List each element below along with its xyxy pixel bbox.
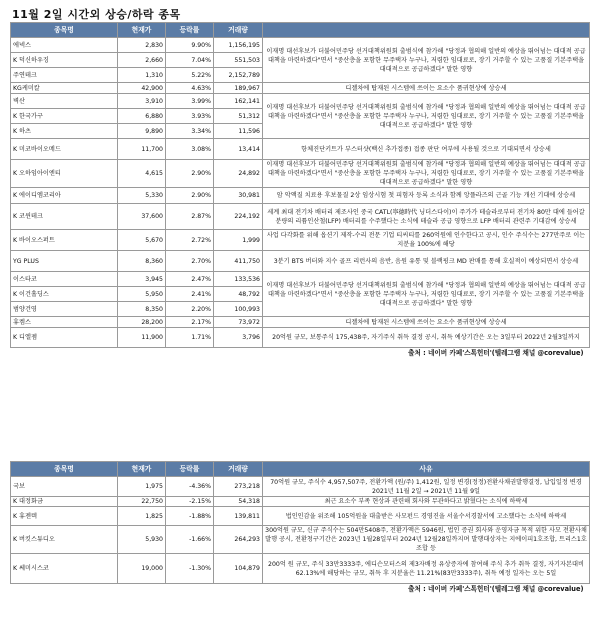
reason-text: 암 악액질 치료용 후보물질 2상 임상시험 첫 피험자 등록 소식과 함께 앙플라즈의 근골 기능 개선 기대에 상승세 bbox=[263, 188, 590, 204]
stock-name: K 에이디엠코리아 bbox=[11, 188, 118, 204]
header-change: 등락률 bbox=[166, 23, 214, 38]
stock-name: 국보 bbox=[11, 477, 118, 497]
reason-text: 디젤차에 탑재된 시스템에 쓰이는 요소수 품귀현상에 상승세 bbox=[263, 317, 590, 328]
table-row bbox=[11, 94, 590, 109]
losers-header-row bbox=[11, 462, 590, 477]
trade-volume: 411,750 bbox=[214, 251, 263, 272]
header-price: 현재가 bbox=[118, 462, 166, 477]
current-price: 11,900 bbox=[118, 328, 166, 348]
current-price: 6,880 bbox=[118, 109, 166, 124]
reason-text: 이재명 대선후보가 더불어민주당 선거대책위원회 출범식에 참가해 "당정과 협의해 일반의 예상을 뛰어넘는 대대적 공급대책을 마련하겠다"면서 "중산층을 포함한 무주택자 누구나, 저렴한 임대료로, 장기 거주할 수 있는 고품질 기본주택을 대대적으로 공급하겠다" 말한 영향 bbox=[263, 38, 590, 83]
change-rate: 2.90% bbox=[166, 188, 214, 204]
stock-name: 벽산 bbox=[11, 94, 118, 109]
table-row bbox=[11, 188, 590, 204]
trade-volume: 273,218 bbox=[214, 477, 263, 497]
header-name: 종목명 bbox=[11, 23, 118, 38]
reason-text: 3분기 BTS 버터와 지수 골프 리런사의 음반, 음원 유통 및 블랙핑크 MD 판매를 통해 호실적이 예상되면서 상승세 bbox=[263, 251, 590, 272]
trade-volume: 139,811 bbox=[214, 507, 263, 526]
trade-volume: 224,192 bbox=[214, 204, 263, 230]
stock-name: K 오하임아이엔티 bbox=[11, 160, 118, 188]
reason-text: 사업 다각화를 위해 옵션기 제작-수리 전문 기업 티씨티를 260억원에 인수한다고 공시, 인수 주식수는 277만주로 이는 지분율 100%에 해당 bbox=[263, 230, 590, 251]
current-price: 5,670 bbox=[118, 230, 166, 251]
current-price: 5,930 bbox=[118, 526, 166, 554]
table-row bbox=[11, 204, 590, 230]
table-row bbox=[11, 477, 590, 497]
table-row bbox=[11, 272, 590, 287]
change-rate: 2.87% bbox=[166, 204, 214, 230]
header-volume: 거래량 bbox=[214, 23, 263, 38]
change-rate: 1.71% bbox=[166, 328, 214, 348]
trade-volume: 48,792 bbox=[214, 287, 263, 302]
header-price: 현재가 bbox=[118, 23, 166, 38]
change-rate: -1.66% bbox=[166, 526, 214, 554]
source-note: 출처 : 네이버 카페'스톡헌터'(텔레그램 채널 @corevalue) bbox=[408, 585, 584, 593]
stock-name: K 바이오스퍼트 bbox=[11, 230, 118, 251]
table-row bbox=[11, 497, 590, 507]
stock-name: K 미코바이오메드 bbox=[11, 139, 118, 160]
trade-volume: 100,993 bbox=[214, 302, 263, 317]
stock-name: K 하츠 bbox=[11, 124, 118, 139]
table-row bbox=[11, 160, 590, 188]
table-row bbox=[11, 328, 590, 348]
current-price: 9,890 bbox=[118, 124, 166, 139]
stock-name: K 이건홀딩스 bbox=[11, 287, 118, 302]
change-rate: 2.70% bbox=[166, 251, 214, 272]
stock-name: 휴켐스 bbox=[11, 317, 118, 328]
change-rate: 2.47% bbox=[166, 272, 214, 287]
stock-name: K 디엘젬 bbox=[11, 328, 118, 348]
change-rate: 9.90% bbox=[166, 38, 214, 53]
stock-name: K 휴젠텍 bbox=[11, 507, 118, 526]
trade-volume: 73,972 bbox=[214, 317, 263, 328]
current-price: 5,950 bbox=[118, 287, 166, 302]
change-rate: -1.30% bbox=[166, 554, 214, 584]
reason-text: 300억원 규모, 신규 주식수는 504만5408주, 전환가액은 5946원, 법인 증권 회사와 운영자금 목적 위한 사모 전환사채 발행 공시, 전환청구기간은 2023년 1월28일부터 2024년 12월28일까지며 발행대상자는 지에이피1호조합, 트리스1호조합 등 bbox=[263, 526, 590, 554]
current-price: 28,200 bbox=[118, 317, 166, 328]
change-rate: 5.22% bbox=[166, 68, 214, 83]
change-rate: 4.63% bbox=[166, 83, 214, 94]
stock-name: 이스타코 bbox=[11, 272, 118, 287]
stock-name: K 대정화금 bbox=[11, 497, 118, 507]
stock-name: YG PLUS bbox=[11, 251, 118, 272]
change-rate: 2.90% bbox=[166, 160, 214, 188]
reason-text: 20억원 규모, 보통주식 175,438주, 자기주식 취득 결정 공시, 취득 예상기간은 오는 3일부터 2022년 2월3일까지 bbox=[263, 328, 590, 348]
header-reason: 사유 bbox=[263, 462, 590, 477]
header-reason bbox=[263, 23, 590, 38]
trade-volume: 30,981 bbox=[214, 188, 263, 204]
header-volume: 거래량 bbox=[214, 462, 263, 477]
current-price: 8,350 bbox=[118, 302, 166, 317]
stock-name: K 덕신하우징 bbox=[11, 53, 118, 68]
change-rate: 3.93% bbox=[166, 109, 214, 124]
current-price: 5,330 bbox=[118, 188, 166, 204]
table-row bbox=[11, 139, 590, 160]
table-row bbox=[11, 317, 590, 328]
reason-text: 70억원 규모, 주식수 4,957,507주, 전환가액 (원/주) 1,412원, 일정 변경(정정)전환사채권발행결정, 납입일정 변경 2021년 11월 2일 → 2021년 11월 9일 bbox=[263, 477, 590, 497]
table-row bbox=[11, 554, 590, 584]
current-price: 37,600 bbox=[118, 204, 166, 230]
change-rate: 2.72% bbox=[166, 230, 214, 251]
current-price: 2,830 bbox=[118, 38, 166, 53]
trade-volume: 551,503 bbox=[214, 53, 263, 68]
stock-name: 에넥스 bbox=[11, 38, 118, 53]
current-price: 1,825 bbox=[118, 507, 166, 526]
reason-text: 세계 최대 전기차 배터리 제조사인 중국 CATL(寧德時代 닝더스다이)이 주가가 테슬라로부터 전기차 80만 대에 들어갈 분량의 리튬인산철(LFP) 배터리를 수주했다는 소식에 테슬라 공급 영향으로 LFP 배터리 관련주 기대감에 상승세 bbox=[263, 204, 590, 230]
gainers-table bbox=[10, 22, 590, 359]
change-rate: 3.34% bbox=[166, 124, 214, 139]
change-rate: 2.20% bbox=[166, 302, 214, 317]
trade-volume: 3,796 bbox=[214, 328, 263, 348]
table-row bbox=[11, 83, 590, 94]
current-price: 1,975 bbox=[118, 477, 166, 497]
reason-text: 이재명 대선후보가 더불어민주당 선거대책위원회 출범식에 참가해 "당정과 협의해 일반의 예상을 뛰어넘는 대대적 공급대책을 마련하겠다"면서 "중산층을 포함한 무주택자 누구나, 저렴한 임대료로, 장기 거주할 수 있는 고품질 기본주택을 대대적으로 공급하겠다" 말한 영향 bbox=[263, 160, 590, 188]
trade-volume: 13,414 bbox=[214, 139, 263, 160]
stock-name: K 한국가구 bbox=[11, 109, 118, 124]
change-rate: 7.04% bbox=[166, 53, 214, 68]
current-price: 19,000 bbox=[118, 554, 166, 584]
change-rate: -2.15% bbox=[166, 497, 214, 507]
stock-name: KG케미칼 bbox=[11, 83, 118, 94]
header-name: 종목명 bbox=[11, 462, 118, 477]
trade-volume: 24,892 bbox=[214, 160, 263, 188]
current-price: 11,700 bbox=[118, 139, 166, 160]
current-price: 22,750 bbox=[118, 497, 166, 507]
change-rate: 2.41% bbox=[166, 287, 214, 302]
trade-volume: 189,967 bbox=[214, 83, 263, 94]
trade-volume: 2,152,789 bbox=[214, 68, 263, 83]
header-change: 등락률 bbox=[166, 462, 214, 477]
trade-volume: 104,879 bbox=[214, 554, 263, 584]
reason-text: 최근 요소수 부족 현상과 관련해 회사와 무관하다고 밝혔다는 소식에 하락세 bbox=[263, 497, 590, 507]
current-price: 3,945 bbox=[118, 272, 166, 287]
table-row bbox=[11, 507, 590, 526]
reason-text: 200억 원 규모, 주식 33만3333주, 에디슨모터스의 제3자배정 유상증자에 참여해 주식 추가 취득 결정, 자기자본대비 62.13%에 해당하는 규모, 취득 후 지분율은 11.21%(83만3333주), 취득 예정 일자는 오는 5일 bbox=[263, 554, 590, 584]
trade-volume: 1,999 bbox=[214, 230, 263, 251]
trade-volume: 1,156,195 bbox=[214, 38, 263, 53]
trade-volume: 133,536 bbox=[214, 272, 263, 287]
change-rate: 3.99% bbox=[166, 94, 214, 109]
losers-table bbox=[10, 461, 590, 595]
source-note: 출처 : 네이버 카페'스톡헌터'(텔레그램 채널 @corevalue) bbox=[408, 349, 584, 357]
change-rate: -4.36% bbox=[166, 477, 214, 497]
stock-name: 주연테크 bbox=[11, 68, 118, 83]
current-price: 3,910 bbox=[118, 94, 166, 109]
table-row bbox=[11, 230, 590, 251]
table-row bbox=[11, 38, 590, 53]
stock-name: K 쎄미시스코 bbox=[11, 554, 118, 584]
current-price: 8,360 bbox=[118, 251, 166, 272]
table-row bbox=[11, 526, 590, 554]
trade-volume: 162,141 bbox=[214, 94, 263, 109]
stock-name: K 코윈테크 bbox=[11, 204, 118, 230]
trade-volume: 264,293 bbox=[214, 526, 263, 554]
current-price: 1,310 bbox=[118, 68, 166, 83]
current-price: 4,615 bbox=[118, 160, 166, 188]
reason-text: 디젤차에 탑재된 시스템에 쓰이는 요소수 품귀현상에 상승세 bbox=[263, 83, 590, 94]
trade-volume: 11,596 bbox=[214, 124, 263, 139]
change-rate: 3.08% bbox=[166, 139, 214, 160]
table-row bbox=[11, 251, 590, 272]
stock-name: K 버킷스튜디오 bbox=[11, 526, 118, 554]
reason-text: 이재명 대선후보가 더불어민주당 선거대책위원회 출범식에 참가해 "당정과 협의해 일반의 예상을 뛰어넘는 대대적 공급대책을 마련하겠다"면서 "중산층을 포함한 무주택자 누구나, 저렴한 임대료로, 장기 거주할 수 있는 고품질 기본주택을 대대적으로 공급하겠다" 말한 영향 bbox=[263, 272, 590, 317]
page-title: 11월 2일 시간외 상승/하락 종목 bbox=[12, 8, 181, 21]
reason-text: 법인인감을 위조해 105억원을 대출받은 사모펀드 경영진을 서울수서경찰서에 고소했다는 소식에 하락세 bbox=[263, 507, 590, 526]
trade-volume: 51,312 bbox=[214, 109, 263, 124]
gainers-header-row bbox=[11, 23, 590, 38]
reason-text: 이재명 대선후보가 더불어민주당 선거대책위원회 출범식에 참가해 "당정과 협의해 일반의 예상을 뛰어넘는 대대적 공급대책을 마련하겠다"면서 "중산층을 포함한 무주택자 누구나, 저렴한 임대료로, 장기 거주할 수 있는 고품질 기본주택을 대대적으로 공급하겠다" 말한 영향 bbox=[263, 94, 590, 139]
current-price: 42,900 bbox=[118, 83, 166, 94]
change-rate: -1.88% bbox=[166, 507, 214, 526]
trade-volume: 54,318 bbox=[214, 497, 263, 507]
current-price: 2,660 bbox=[118, 53, 166, 68]
reason-text: 항체진단키트가 부스터샷(백신 추가접종) 접종 판단 여부에 사용될 것으로 기대되면서 상승세 bbox=[263, 139, 590, 160]
change-rate: 2.17% bbox=[166, 317, 214, 328]
stock-name: 범양건영 bbox=[11, 302, 118, 317]
